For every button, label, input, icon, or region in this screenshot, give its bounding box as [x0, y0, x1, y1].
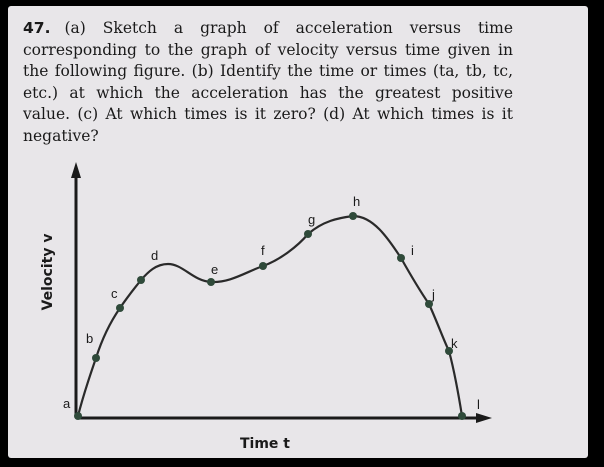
textbook-page — [8, 6, 588, 458]
point-c — [116, 304, 124, 312]
x-axis-arrow — [476, 413, 492, 423]
point-i — [397, 254, 405, 262]
point-a — [74, 412, 82, 420]
question-number: 47. — [23, 19, 51, 37]
point-label-e: e — [211, 262, 219, 277]
point-h — [349, 212, 357, 220]
point-label-l: l — [477, 397, 480, 412]
y-axis-label: Velocity v — [40, 233, 56, 311]
point-l — [458, 412, 466, 420]
point-e — [207, 278, 215, 286]
curve-points — [63, 194, 480, 420]
x-axis-label: Time t — [240, 436, 290, 452]
point-g — [304, 230, 312, 238]
point-label-g: g — [308, 212, 316, 227]
velocity-time-graph — [8, 6, 588, 458]
point-label-j: j — [432, 287, 435, 302]
point-label-a: a — [63, 396, 71, 411]
point-label-b: b — [86, 331, 94, 346]
point-label-h: h — [353, 194, 361, 209]
point-label-f: f — [261, 243, 265, 258]
point-d — [137, 276, 145, 284]
point-label-c: c — [111, 286, 118, 301]
point-f — [259, 262, 267, 270]
point-label-k: k — [451, 336, 458, 351]
question-body: (a) Sketch a graph of acceleration versus time corresponding to the graph of velocity versus time given in the following figure. (b) Identify the time or times (ta, tb, tc, etc.) at which the acceleration has the greatest positive value. (c) At which times is it zero? (d) At which times is it negative? — [23, 19, 513, 145]
point-b — [92, 354, 100, 362]
velocity-curve — [78, 216, 462, 416]
y-axis-arrow — [71, 162, 81, 178]
point-label-i: i — [411, 243, 414, 258]
point-label-d: d — [151, 248, 159, 263]
